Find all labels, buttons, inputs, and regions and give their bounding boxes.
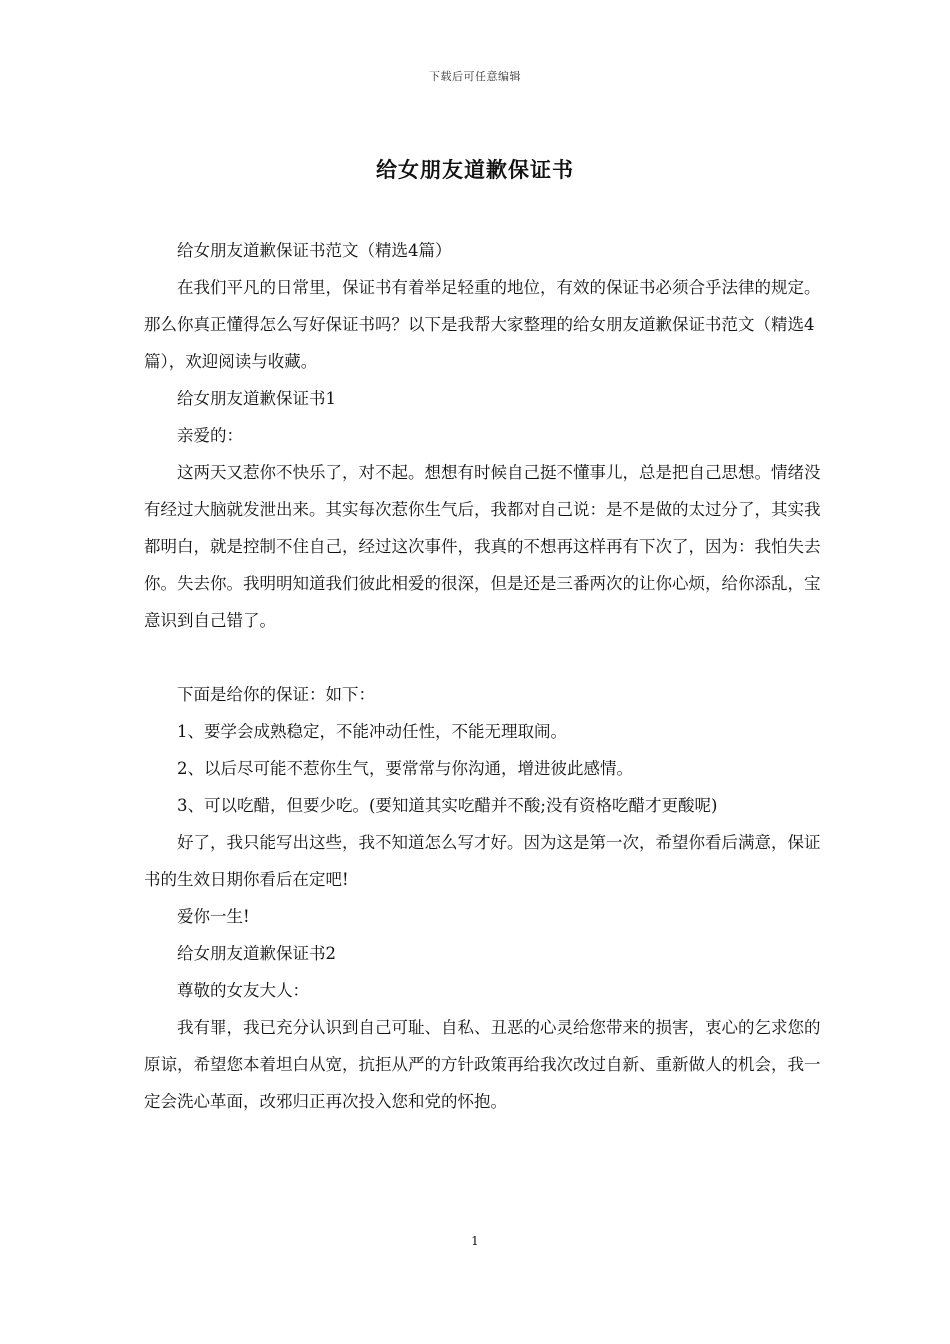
page-title: 给女朋友道歉保证书 — [376, 157, 574, 182]
document-body — [144, 232, 824, 1120]
intro-paragraph: 在我们平凡的日常里，保证书有着举足轻重的地位，有效的保证书必须合乎法律的规定。那么你真正懂得怎么写好保证书吗？以下是我帮大家整理的给女朋友道歉保证书范文（精选4篇），欢迎阅读与收藏。 — [144, 278, 821, 371]
salutation-1: 亲爱的： — [177, 426, 243, 445]
intro-heading: 给女朋友道歉保证书范文（精选4篇） — [177, 241, 452, 260]
closing-paragraph: 好了，我只能写出这些，我不知道怎么写才好。因为这是第一次，希望你看后满意，保证书的生效日期你看后在定吧! — [144, 833, 821, 889]
promise-item-2: 2、以后尽可能不惹你生气，要常常与你沟通，增进彼此感情。 — [177, 759, 633, 778]
promise-item-1: 1、要学会成熟稳定，不能冲动任性，不能无理取闹。 — [177, 722, 567, 741]
page-number: 1 — [471, 1234, 479, 1248]
sign-off: 爱你一生! — [177, 907, 250, 926]
promise-item-3: 3、可以吃醋，但要少吃。(要知道其实吃醋并不酸;没有资格吃醋才更酸呢) — [177, 796, 718, 815]
promise-intro: 下面是给你的保证：如下： — [177, 685, 375, 704]
salutation-2: 尊敬的女友大人： — [177, 981, 309, 1000]
section-heading-2: 给女朋友道歉保证书2 — [177, 944, 336, 963]
letter-paragraph: 这两天又惹你不快乐了，对不起。想想有时候自己挺不懂事儿，总是把自己思想。情绪没有经过大脑就发泄出来。其实每次惹你生气后，我都对自己说：是不是做的太过分了，其实我都明白，就是控制不住自己，经过这次事件，我真的不想再这样再有下次了，因为：我怕失去你。失去你。我明明知道我们彼此相爱的很深，但是还是三番两次的让你心烦，给你添乱，宝意识到自己错了。 — [144, 463, 821, 630]
letter-paragraph-2: 我有罪，我已充分认识到自己可耻、自私、丑恶的心灵给您带来的损害，衷心的乞求您的原谅，希望您本着坦白从宽，抗拒从严的方针政策再给我次改过自新、重新做人的机会，我一定会洗心革面，改邪归正再次投入您和党的怀抱。 — [144, 1018, 821, 1111]
header-note: 下载后可任意编辑 — [429, 70, 521, 83]
section-heading-1: 给女朋友道歉保证书1 — [177, 389, 336, 408]
